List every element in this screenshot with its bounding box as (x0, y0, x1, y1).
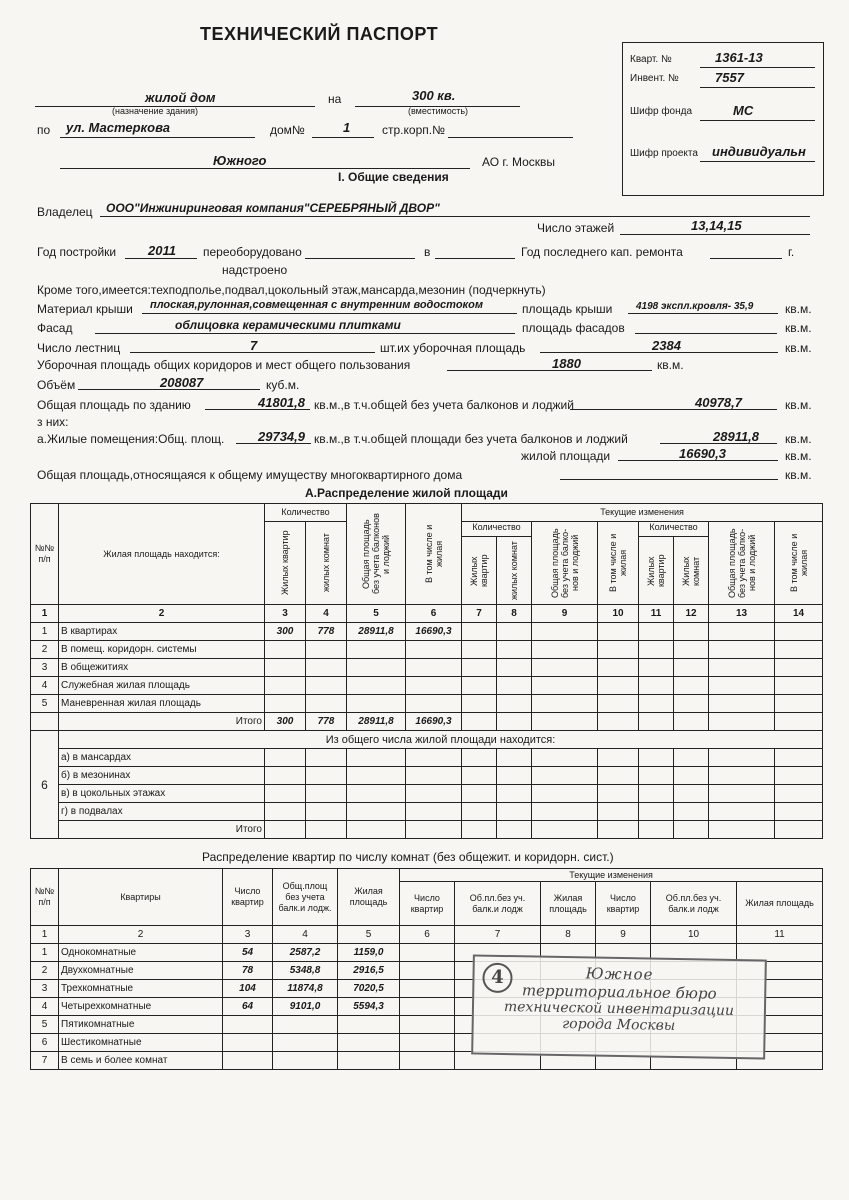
iz-nih: з них: (37, 415, 69, 429)
b-colnum: 5 (338, 926, 400, 944)
total-header: Общая площадь без учета балконов и лоджий (361, 513, 391, 595)
living-area-kvm: кв.м. (785, 449, 812, 463)
stamp-line1: Южное (585, 964, 654, 984)
qty2-header: Количество (462, 522, 531, 537)
reequipped-label: переоборудовано (203, 245, 302, 259)
cell-living (338, 1052, 400, 1070)
sub-title: Из общего числа жилой площади находится: (59, 731, 823, 749)
total-total: 28911,8 (347, 713, 406, 731)
row-name: Маневренная жилая площадь (59, 695, 265, 713)
capacity-value: 300 кв. (412, 88, 456, 103)
roof-material-label: Материал крыши (37, 302, 133, 316)
cell-living (406, 677, 462, 695)
invent-label: Инвент. № (630, 73, 679, 84)
col-num-header: №№ п/п (31, 504, 59, 605)
flats3-header: Жилых квартир (646, 554, 666, 587)
total-area-kvm: кв.м. (785, 398, 812, 412)
total-living: 16690,3 (406, 713, 462, 731)
purpose-caption: (назначение здания) (112, 106, 199, 116)
colnum: 1 (31, 605, 59, 623)
cell-total (273, 1052, 338, 1070)
cell-total: 2587,2 (273, 944, 338, 962)
colnum: 13 (709, 605, 775, 623)
cell-rooms: 778 (306, 623, 347, 641)
row-name: Однокомнатные (59, 944, 223, 962)
cell-count: 104 (223, 980, 273, 998)
b-colnum: 6 (400, 926, 455, 944)
project-value: индивидуальн (712, 144, 806, 159)
cleaning-value: 1880 (552, 356, 581, 371)
kvart-value: 1361-13 (715, 50, 763, 65)
total-flats: 300 (265, 713, 306, 731)
colnum: 8 (497, 605, 532, 623)
stairs-area-value: 2384 (652, 338, 681, 353)
colnum: 11 (639, 605, 674, 623)
changes-header: Текущие изменения (462, 504, 823, 522)
b-total-header: Общ.площ без учета балк.и лодж. (273, 869, 338, 926)
superstructed-label: надстроено (222, 263, 288, 277)
living2-header: В том числе и жилая (608, 533, 628, 593)
row-six: 6 (31, 731, 59, 839)
v-label: в (424, 245, 431, 259)
cell-count: 78 (223, 962, 273, 980)
cell-total: 11874,8 (273, 980, 338, 998)
row-num: 2 (31, 641, 59, 659)
row-name: Двухкомнатные (59, 962, 223, 980)
stairs-unit: шт.их уборочная площадь (380, 341, 526, 355)
volume-unit: куб.м. (266, 378, 300, 392)
besides-text: Кроме того,имеется:техподполье,подвал,цокольный этаж,мансарда,мезонин (подчеркнуть) (37, 283, 546, 297)
building-label: стр.корп.№ (382, 123, 445, 137)
last-repair-label: Год последнего кап. ремонта (521, 245, 683, 259)
stamp-line4: города Москвы (562, 1016, 676, 1034)
cell-count (223, 1052, 273, 1070)
owner-value: ООО"Инжиниринговая компания"СЕРЕБРЯНЫЙ ДВОР" (106, 201, 440, 215)
cell-flats (265, 677, 306, 695)
street-value: ул. Мастеркова (66, 120, 170, 135)
colnum: 14 (775, 605, 823, 623)
sub-row (31, 749, 823, 767)
living3-header: В том числе и жилая (788, 533, 809, 593)
b-colnum: 8 (541, 926, 596, 944)
colnum: 4 (306, 605, 347, 623)
rooms3-header: Жилых комнат (681, 555, 701, 586)
project-label: Шифр проекта (630, 148, 698, 159)
living-header: В том числе и жилая (423, 524, 444, 584)
cell-living: 16690,3 (406, 623, 462, 641)
sub-row-name: г) в подвалах (59, 803, 265, 821)
cell-total: 5348,8 (273, 962, 338, 980)
cell-living: 5594,3 (338, 998, 400, 1016)
row-num: 3 (31, 980, 59, 998)
cell-living: 2916,5 (338, 962, 400, 980)
total-label: Итого (59, 713, 265, 731)
common-kvm: кв.м. (785, 468, 812, 482)
total-area-nobalc: 40978,7 (695, 395, 742, 410)
b-num-header: №№ п/п (31, 869, 59, 926)
section-general-title: I. Общие сведения (338, 170, 449, 184)
rooms-header: жилых комнат (321, 533, 331, 593)
row-num: 5 (31, 1016, 59, 1034)
total-rooms: 778 (306, 713, 347, 731)
colnum: 3 (265, 605, 306, 623)
cell-flats (265, 695, 306, 713)
b-living2-header: Жилая площадь (541, 882, 596, 926)
sub-row-name: в) в цокольных этажах (59, 785, 265, 803)
ao-label: АО г. Москвы (482, 155, 556, 169)
floors-label: Число этажей (537, 221, 615, 235)
cell-living (406, 641, 462, 659)
table-row (31, 677, 823, 695)
table-row (31, 695, 823, 713)
cell-total (347, 659, 406, 677)
volume-label: Объём (37, 378, 76, 392)
living-area-value: 16690,3 (679, 446, 726, 461)
row-name: Пятикомнатные (59, 1016, 223, 1034)
page-title: ТЕХНИЧЕСКИЙ ПАСПОРТ (200, 24, 439, 44)
living-mid: кв.м.,в т.ч.общей площади без учета балконов и лоджий (314, 432, 628, 446)
row-name: Трехкомнатные (59, 980, 223, 998)
cell-living: 1159,0 (338, 944, 400, 962)
total2-header: Общая площадь без учета балко-нов и лоджий (549, 528, 580, 598)
cell-living (406, 695, 462, 713)
row-name: В помещ. коридорн. системы (59, 641, 265, 659)
living-value: 29734,9 (258, 429, 305, 444)
row-name: В квартирах (59, 623, 265, 641)
b-colnum: 9 (596, 926, 651, 944)
fond-value: МС (733, 103, 754, 118)
b-colnum: 2 (59, 926, 223, 944)
colnum: 2 (59, 605, 265, 623)
cell-rooms (306, 659, 347, 677)
cell-living (406, 659, 462, 677)
roof-area-value: 4198 экспл.кровля- 35,9 (636, 301, 754, 312)
floors-value: 13,14,15 (691, 218, 742, 233)
b-colnum: 10 (651, 926, 737, 944)
row-num: 1 (31, 944, 59, 962)
cell-rooms (306, 677, 347, 695)
b-colnum: 3 (223, 926, 273, 944)
table-b-title: Распределение квартир по числу комнат (без общежит. и коридорн. сист.) (202, 850, 614, 864)
cell-total (347, 677, 406, 695)
row-num: 1 (31, 623, 59, 641)
b-count2-header: Число квартир (400, 882, 455, 926)
colnum: 5 (347, 605, 406, 623)
total-area-mid: кв.м.,в т.ч.общей без учета балконов и лоджий (314, 398, 574, 412)
colnum: 6 (406, 605, 462, 623)
b-total2-header: Об.пл.без уч. балк.и лодж (455, 882, 541, 926)
g-label: г. (788, 245, 795, 259)
rooms2-header: жилых комнат (509, 541, 519, 600)
cell-living: 7020,5 (338, 980, 400, 998)
living-nobalc: 28911,8 (713, 429, 760, 444)
b-total3-header: Об.пл.без уч. балк.и лодж (651, 882, 737, 926)
sub-row (31, 803, 823, 821)
house-value: 1 (343, 120, 351, 135)
b-colnum: 11 (737, 926, 823, 944)
row-name: Четырехкомнатные (59, 998, 223, 1016)
stairs-label: Число лестниц (37, 341, 121, 355)
cell-flats: 300 (265, 623, 306, 641)
facade-kvm: кв.м. (785, 321, 812, 335)
col-where-header: Жилая площадь находится: (59, 504, 265, 605)
cell-count: 64 (223, 998, 273, 1016)
cell-living (338, 1034, 400, 1052)
district-value: Южного (213, 153, 267, 168)
cell-rooms (306, 641, 347, 659)
facade-area-label: площадь фасадов (522, 321, 625, 335)
cell-total (273, 1034, 338, 1052)
kvart-label: Кварт. № (630, 54, 672, 65)
facade-value: облицовка керамическими плитками (175, 318, 401, 332)
cell-count (223, 1016, 273, 1034)
table-a (30, 503, 823, 839)
total-row (31, 713, 823, 731)
b-colnum: 4 (273, 926, 338, 944)
row-num: 2 (31, 962, 59, 980)
stamp-line3: технической инвентаризации (503, 998, 735, 1020)
roof-area-label: площадь крыши (522, 302, 613, 316)
cell-flats (265, 659, 306, 677)
table-a-title: А.Распределение жилой площади (305, 486, 508, 500)
b-colnum: 7 (455, 926, 541, 944)
table-row (31, 641, 823, 659)
living-area-label: жилой площади (521, 449, 611, 463)
living-kvm: кв.м. (785, 432, 812, 446)
invent-value: 7557 (715, 70, 744, 85)
owner-label: Владелец (37, 205, 93, 219)
qty-header: Количество (265, 504, 347, 522)
codes-box (622, 42, 824, 196)
total3-header: Общая площадь без учета балко-нов и лоджий (726, 528, 757, 598)
cell-flats (265, 641, 306, 659)
capacity-caption: (вместимость) (408, 106, 469, 116)
table-row (31, 623, 823, 641)
stairs-value: 7 (250, 338, 258, 353)
cell-total: 28911,8 (347, 623, 406, 641)
total-area-label: Общая площадь по зданию (37, 398, 191, 412)
flats2-header: Жилых квартир (469, 554, 489, 587)
cleaning-kvm: кв.м. (657, 358, 684, 372)
row-num: 4 (31, 998, 59, 1016)
row-name: В семь и более комнат (59, 1052, 223, 1070)
fond-label: Шифр фонда (630, 106, 693, 117)
b-colnum: 1 (31, 926, 59, 944)
row-name: Шестикомнатные (59, 1034, 223, 1052)
po-label: по (37, 123, 51, 137)
b-count3-header: Число квартир (596, 882, 651, 926)
cell-total: 9101,0 (273, 998, 338, 1016)
colnum: 7 (462, 605, 497, 623)
sub-row-name: б) в мезонинах (59, 767, 265, 785)
cell-count: 54 (223, 944, 273, 962)
cleaning-label: Уборочная площадь общих коридоров и мест общего пользования (37, 358, 411, 372)
colnum: 9 (532, 605, 598, 623)
cell-rooms (306, 695, 347, 713)
b-flats-header: Квартиры (59, 869, 223, 926)
facade-label: Фасад (37, 321, 73, 335)
year-value: 2011 (148, 243, 176, 258)
flats-header: Жилых квартир (280, 530, 290, 596)
row-num: 6 (31, 1034, 59, 1052)
colnum: 10 (598, 605, 639, 623)
building-purpose: жилой дом (145, 90, 216, 105)
common-label: Общая площадь,относящаяся к общему имуществу многоквартирного дома (37, 468, 463, 482)
living-label: а.Жилые помещения:Общ. площ. (37, 432, 225, 446)
stairs-kvm: кв.м. (785, 341, 812, 355)
year-label: Год постройки (37, 245, 117, 259)
roof-kvm: кв.м. (785, 302, 812, 316)
volume-value: 208087 (160, 375, 204, 390)
row-name: В общежитиях (59, 659, 265, 677)
b-count-header: Число квартир (223, 869, 273, 926)
na-label: на (328, 92, 342, 106)
sub-total-label: Итого (59, 821, 265, 839)
total-area-value: 41801,8 (258, 395, 305, 410)
cell-total (273, 1016, 338, 1034)
stamp-number: 4 (482, 963, 513, 994)
cell-total (347, 695, 406, 713)
sub-row (31, 785, 823, 803)
row-num: 4 (31, 677, 59, 695)
row-name: Служебная жилая площадь (59, 677, 265, 695)
row-num: 7 (31, 1052, 59, 1070)
cell-count (223, 1034, 273, 1052)
bti-stamp (471, 954, 767, 1059)
b-living3-header: Жилая площадь (737, 882, 823, 926)
b-living-header: Жилая площадь (338, 869, 400, 926)
roof-material-value: плоская,рулонная,совмещенная с внутренним водостоком (150, 299, 483, 311)
qty3-header: Количество (639, 522, 708, 537)
colnum: 12 (674, 605, 709, 623)
cell-living (338, 1016, 400, 1034)
row-num: 5 (31, 695, 59, 713)
table-row (31, 659, 823, 677)
house-label: дом№ (270, 123, 305, 137)
row-num: 3 (31, 659, 59, 677)
stamp-line2: территориальное бюро (521, 981, 717, 1003)
b-changes-header: Текущие изменения (400, 869, 823, 882)
cell-total (347, 641, 406, 659)
sub-row-name: а) в мансардах (59, 749, 265, 767)
sub-row (31, 767, 823, 785)
